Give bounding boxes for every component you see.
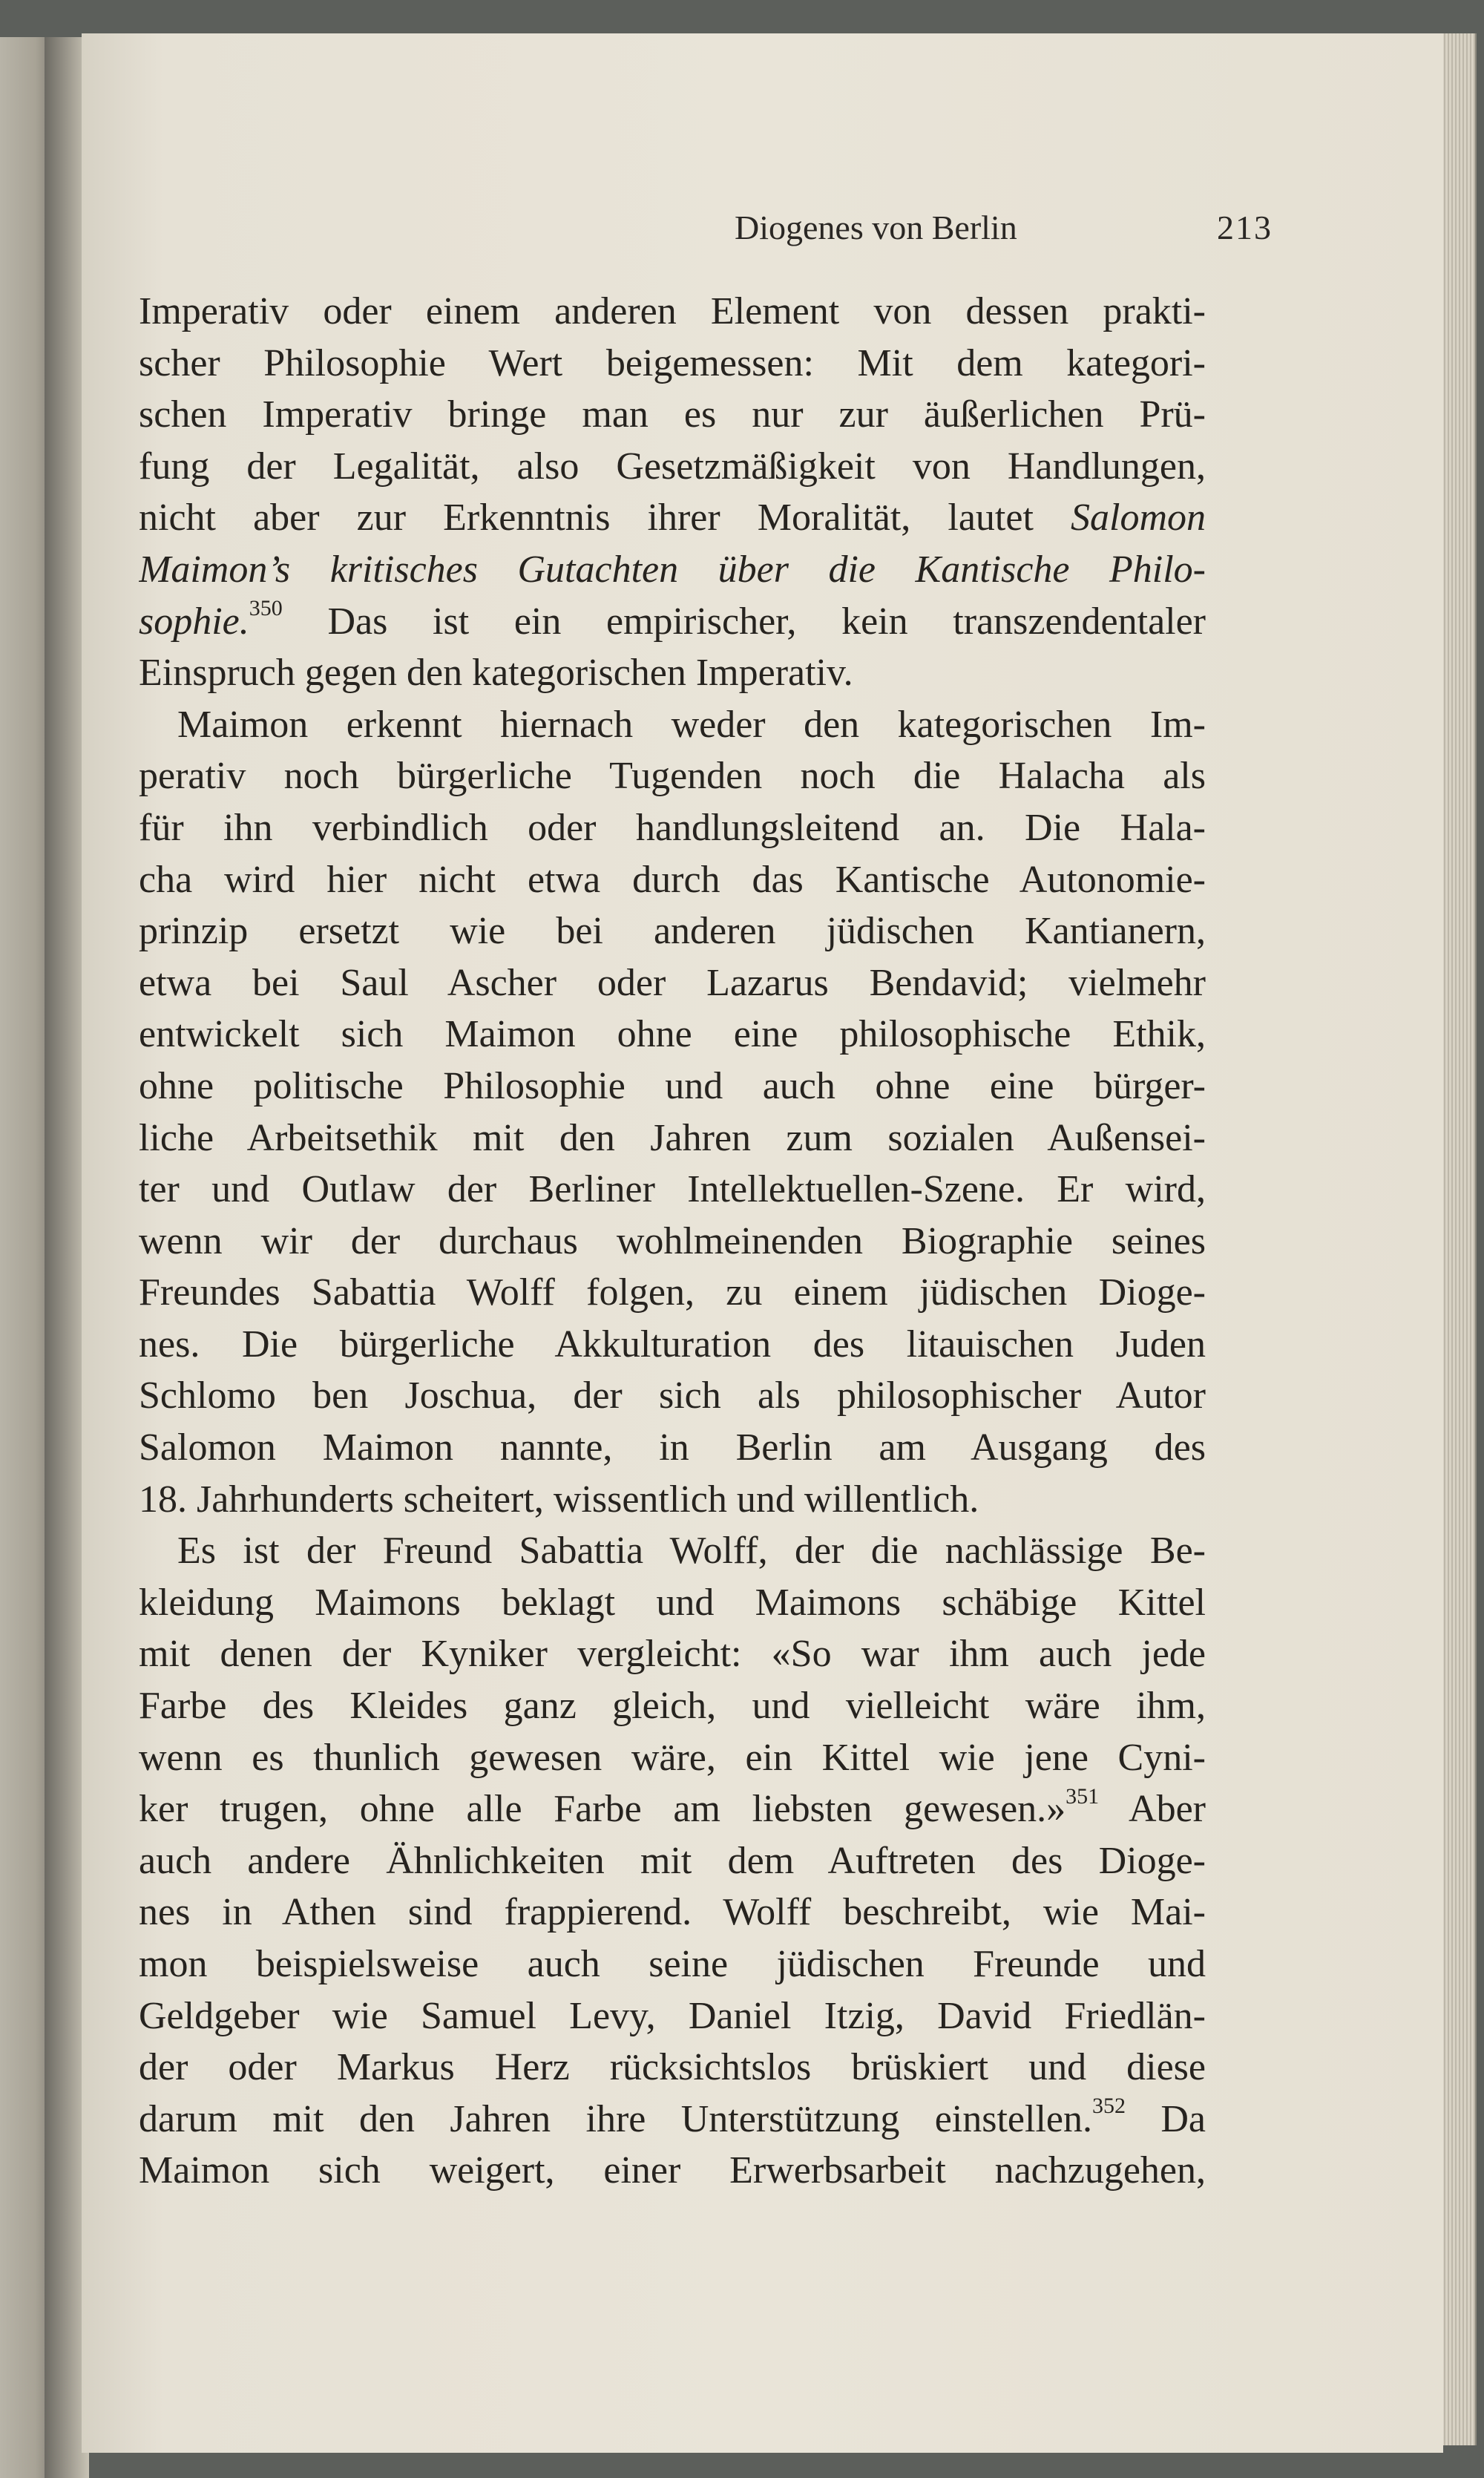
footnote-marker: 350: [249, 596, 283, 621]
running-title: Diogenes von Berlin: [735, 209, 1017, 246]
text-line: cha wird hier nicht etwa durch das Kantische Autonomie-: [139, 858, 1206, 901]
text-line: ter und Outlaw der Berliner Intellektuellen-Szene. Er wird,: [139, 1168, 1206, 1211]
text-line: Geldgeber wie Samuel Levy, Daniel Itzig, David Friedlän-: [139, 1994, 1206, 2037]
text-segment: Aber: [1099, 1788, 1206, 1831]
text-line: etwa bei Saul Ascher oder Lazarus Bendavid; vielmehr: [139, 961, 1206, 1004]
page-header: [735, 208, 1273, 260]
text-line: mon beispielsweise auch seine jüdischen Freunde und: [139, 1943, 1206, 1985]
text-line: Imperativ oder einem anderen Element von dessen prakti-: [139, 290, 1206, 332]
book-title-italic: sophie.: [139, 600, 249, 643]
text-segment: ker trugen, ohne alle Farbe am liebsten gewesen.»: [139, 1788, 1066, 1831]
text-line: auch andere Ähnlichkeiten mit dem Auftreten des Dioge-: [139, 1839, 1206, 1882]
text-line: Es ist der Freund Sabattia Wolff, der die nachlässige Be-: [177, 1530, 1206, 1573]
book-title-italic: Maimon’s kritisches Gutachten über die Kantische Philo-: [139, 548, 1206, 591]
text-line: kleidung Maimons beklagt und Maimons schäbige Kittel: [139, 1581, 1206, 1624]
text-line: der oder Markus Herz rücksichtslos brüskiert und diese: [139, 2046, 1206, 2089]
text-line: liche Arbeitsethik mit den Jahren zum sozialen Außensei-: [139, 1116, 1206, 1159]
text-segment: Da: [1125, 2097, 1206, 2140]
text-segment: nicht aber zur Erkenntnis ihrer Moralität, lautet: [139, 496, 1071, 540]
text-line: nes in Athen sind frappierend. Wolff beschreibt, wie Mai-: [139, 1891, 1206, 1934]
footnote-marker: 351: [1066, 1783, 1100, 1809]
book-page: [82, 33, 1443, 2453]
text-line: nes. Die bürgerliche Akkulturation des litauischen Juden: [139, 1322, 1206, 1366]
text-line: für ihn verbindlich oder handlungsleitend an. Die Hala-: [139, 806, 1206, 849]
text-line: Maimon erkennt hiernach weder den kategorischen Im-: [177, 703, 1206, 746]
text-line: [139, 2094, 1206, 2146]
text-line: fung der Legalität, also Gesetzmäßigkeit von Handlungen,: [139, 445, 1206, 488]
text-line: 18. Jahrhunderts scheitert, wissentlich und willentlich.: [139, 1478, 979, 1521]
page-number: 213: [1217, 209, 1273, 246]
text-line: ohne politische Philosophie und auch ohne eine bürger-: [139, 1064, 1206, 1107]
text-line: prinzip ersetzt wie bei anderen jüdischen Kantianern,: [139, 910, 1206, 953]
text-line: Schlomo ben Joschua, der sich als philosophischer Autor: [139, 1374, 1206, 1417]
text-segment: Das ist ein empirischer, kein transzendentaler: [282, 600, 1206, 643]
text-line: mit denen der Kyniker vergleicht: «So war ihm auch jede: [139, 1633, 1206, 1676]
text-line: [139, 596, 1206, 648]
text-line: schen Imperativ bringe man es nur zur äußerlichen Prü-: [139, 393, 1206, 436]
text-line: perativ noch bürgerliche Tugenden noch die Halacha als: [139, 755, 1206, 798]
text-line: entwickelt sich Maimon ohne eine philosophische Ethik,: [139, 1013, 1206, 1056]
footnote-marker: 352: [1091, 2094, 1126, 2119]
text-line: Einspruch gegen den kategorischen Imperativ.: [139, 652, 853, 695]
text-line: wenn wir der durchaus wohlmeinenden Biographie seines: [139, 1219, 1206, 1262]
book-title-italic: Salomon: [1071, 496, 1206, 540]
text-line: scher Philosophie Wert beigemessen: Mit dem kategori-: [139, 341, 1206, 384]
text-line: [139, 1783, 1206, 1835]
text-line: wenn es thunlich gewesen wäre, ein Kittel wie jene Cyni-: [139, 1736, 1206, 1779]
text-segment: darum mit den Jahren ihre Unterstützung einstellen.: [139, 2097, 1092, 2140]
text-line: Maimon sich weigert, einer Erwerbsarbeit nachzugehen,: [139, 2149, 1206, 2192]
text-line: Salomon Maimon nannte, in Berlin am Ausgang des: [139, 1426, 1206, 1469]
text-line: [139, 544, 1206, 596]
body-text: [139, 286, 1206, 2197]
text-line: Farbe des Kleides ganz gleich, und vielleicht wäre ihm,: [139, 1685, 1206, 1728]
text-line: Freundes Sabattia Wolff folgen, zu einem jüdischen Dioge-: [139, 1271, 1206, 1314]
text-line: [139, 492, 1206, 544]
